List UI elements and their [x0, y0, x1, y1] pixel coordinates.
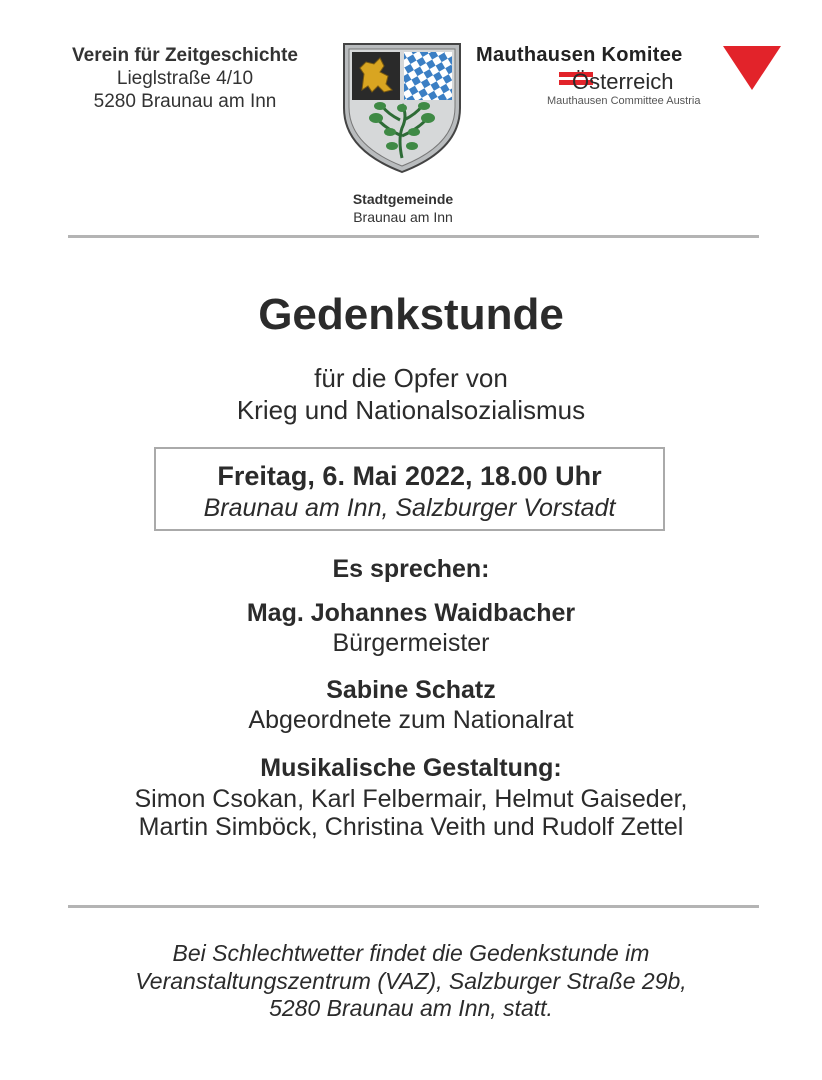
footer-line2: Veranstaltungszentrum (VAZ), Salzburger Straße 29b, — [135, 968, 687, 994]
footer-line3: 5280 Braunau am Inn, statt. — [269, 995, 553, 1021]
event-subtitle-line2: Krieg und Nationalsozialismus — [236, 395, 586, 425]
music-heading: Musikalische Gestaltung: — [260, 754, 562, 782]
speakers-heading: Es sprechen: — [332, 555, 490, 583]
speaker-1-role: Bürgermeister — [332, 629, 490, 657]
divider-top — [68, 235, 759, 238]
organizer-left-street: Lieglstraße 4/10 — [116, 68, 254, 89]
coat-of-arms-icon — [340, 40, 464, 176]
event-datetime: Freitag, 6. Mai 2022, 18.00 Uhr — [217, 461, 602, 491]
crest-caption — [330, 190, 476, 226]
organizer-left-city: 5280 Braunau am Inn — [93, 91, 277, 112]
organizer-right-subtitle: Mauthausen Committee Austria — [547, 95, 701, 107]
speaker-2-name: Sabine Schatz — [326, 676, 496, 704]
speaker-1-name: Mag. Johannes Waidbacher — [246, 599, 576, 627]
organizer-right-title: Mauthausen Komitee — [476, 44, 683, 66]
crest-caption-line1: Stadtgemeinde — [352, 191, 454, 207]
event-location: Braunau am Inn, Salzburger Vorstadt — [203, 494, 616, 522]
organizer-right-country: Österreich — [572, 69, 674, 94]
event-subtitle-line1: für die Opfer von — [314, 363, 508, 393]
event-title: Gedenkstunde — [258, 290, 564, 339]
organizer-left-name: Verein für Zeitgeschichte — [72, 45, 298, 66]
music-line1: Simon Csokan, Karl Felbermair, Helmut Gaiseder, — [134, 785, 688, 813]
divider-bottom — [68, 905, 759, 908]
event-date-box — [154, 447, 665, 531]
crest-caption-line2: Braunau am Inn — [353, 209, 453, 225]
footer-line1: Bei Schlechtwetter findet die Gedenkstunde im — [172, 940, 650, 966]
music-line2: Martin Simböck, Christina Veith und Rudolf Zettel — [138, 813, 684, 841]
organizer-left — [40, 44, 330, 113]
red-triangle-icon — [723, 46, 781, 90]
speaker-2-role: Abgeordnete zum Nationalrat — [248, 706, 574, 734]
